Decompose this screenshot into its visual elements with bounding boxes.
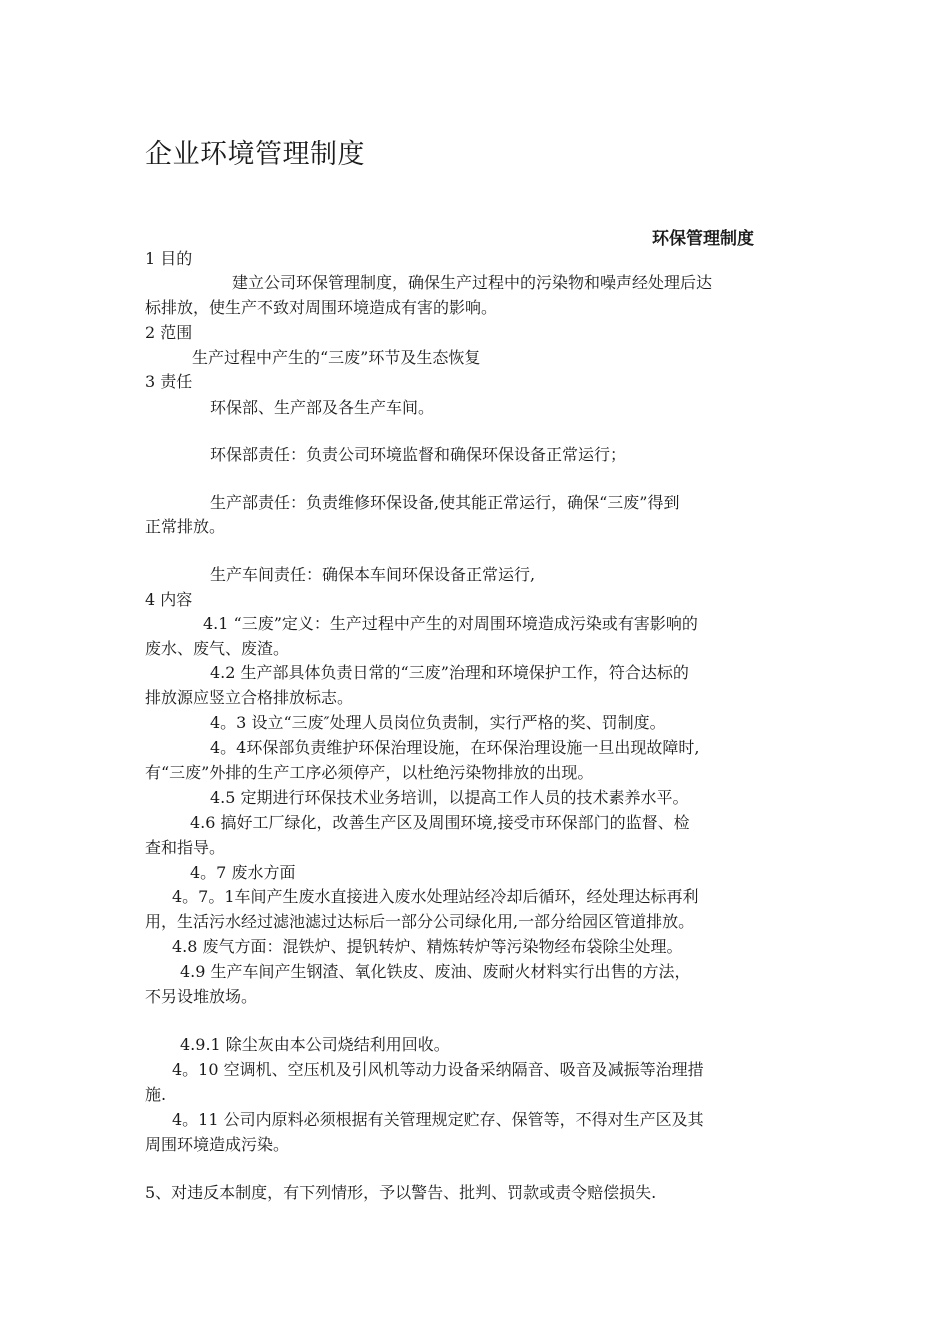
paragraph-line: 用，生活污水经过滤池滤过达标后一部分公司绿化用,一部分给园区管道排放。 (145, 912, 695, 931)
paragraph-line: 4.1 “三废”定义：生产过程中产生的对周围环境造成污染或有害影响的 (203, 614, 698, 633)
paragraph-line: 不另设堆放场。 (145, 987, 258, 1006)
paragraph-line: 有“三废”外排的生产工序必须停产，以杜绝污染物排放的出现。 (145, 763, 594, 782)
paragraph-line: 废水、废气、废渣。 (145, 639, 290, 658)
paragraph-line: 周围环境造成污染。 (145, 1135, 290, 1154)
paragraph-line: 环保部责任：负责公司环境监督和确保环保设备正常运行； (210, 445, 627, 464)
paragraph-line: 建立公司环保管理制度，确保生产过程中的污染物和噪声经处理后达 (232, 273, 713, 292)
paragraph-line: 4.9 生产车间产生钢渣、氧化铁皮、废油、废耐火材料实行出售的方法， (180, 962, 691, 981)
paragraph-line: 4。7。1车间产生废水直接进入废水处理站经冷却后循环，经处理达标再利 (172, 887, 699, 906)
section-title: 环保管理制度 (652, 229, 754, 249)
paragraph-line: 生产过程中产生的“三废”环节及生态恢复 (192, 348, 481, 367)
section-heading: 1 目的 (145, 249, 193, 268)
section-heading: 2 范围 (145, 323, 193, 342)
paragraph-line: 4。3 设立“三废″处理人员岗位负责制，实行严格的奖、罚制度。 (210, 713, 666, 732)
paragraph-line: 4。11 公司内原料必须根据有关管理规定贮存、保管等，不得对生产区及其 (172, 1110, 704, 1129)
paragraph-line: 生产车间责任：确保本车间环保设备正常运行, (210, 565, 536, 584)
section-heading: 4 内容 (145, 590, 193, 609)
paragraph-line: 4.8 废气方面：混铁炉、提钒转炉、精炼转炉等污染物经布袋除尘处理。 (172, 937, 683, 956)
paragraph-line: 4.6 搞好工厂绿化，改善生产区及周围环境,接受市环保部门的监督、检 (190, 813, 690, 832)
paragraph-line: 正常排放。 (145, 517, 226, 536)
paragraph-line: 4.5 定期进行环保技术业务培训，以提高工作人员的技术素养水平。 (210, 788, 689, 807)
section-heading: 3 责任 (145, 372, 193, 391)
paragraph-line: 生产部责任：负责维修环保设备,使其能正常运行，确保“三废”得到 (210, 493, 680, 512)
paragraph-line: 环保部、生产部及各生产车间。 (210, 398, 435, 417)
paragraph-line: 排放源应竖立合格排放标志。 (145, 688, 354, 707)
paragraph-line: 4.9.1 除尘灰由本公司烧结利用回收。 (180, 1035, 450, 1054)
section-heading: 5、对违反本制度，有下列情形，予以警告、批判、罚款或责令赔偿损失. (145, 1183, 657, 1202)
paragraph-line: 标排放，使生产不致对周围环境造成有害的影响。 (145, 298, 498, 317)
paragraph-line: 4。4环保部负责维护环保治理设施，在环保治理设施一旦出现故障时, (210, 738, 700, 757)
paragraph-line: 查和指导。 (145, 838, 226, 857)
paragraph-line: 4。7 废水方面 (190, 863, 296, 882)
page-title: 企业环境管理制度 (145, 139, 365, 170)
paragraph-line: 4。10 空调机、空压机及引风机等动力设备采纳隔音、吸音及减振等治理措 (172, 1060, 704, 1079)
paragraph-line: 施. (145, 1085, 167, 1104)
paragraph-line: 4.2 生产部具体负责日常的“三废”治理和环境保护工作，符合达标的 (210, 663, 689, 682)
